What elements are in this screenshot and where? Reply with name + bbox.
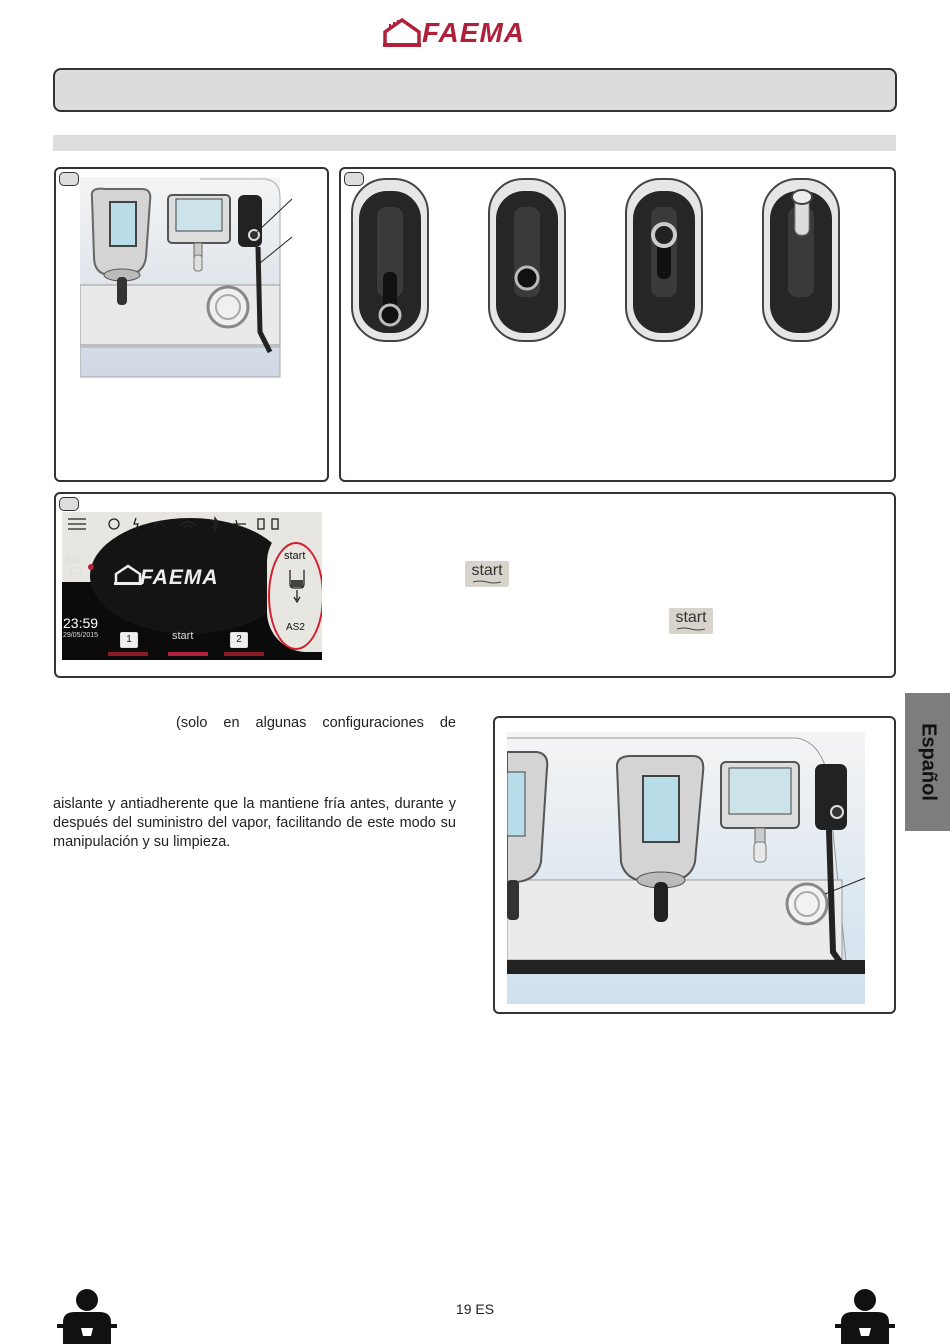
body-line-1: (solo en algunas configuraciones de (176, 715, 456, 731)
language-label: Español (917, 723, 939, 801)
lever-position-1 (352, 179, 428, 341)
start-button-2 (669, 608, 713, 634)
settings-sliders-icon (68, 519, 86, 529)
display-logo-house-icon (114, 564, 142, 586)
logo-wordmark: FAEMA (422, 17, 525, 48)
language-side-tab (905, 693, 950, 831)
figure-panel-2 (339, 167, 896, 482)
bluetooth-icon (212, 518, 218, 530)
pressure-indicator (88, 564, 94, 570)
steam-code: AS2 (286, 622, 305, 633)
figure-panel-1 (54, 167, 329, 482)
power-icon (134, 518, 138, 530)
figure-tag-1 (59, 172, 79, 186)
page-number: 19 ES (455, 1301, 495, 1317)
logo-house-icon (382, 16, 422, 50)
lever-position-2 (489, 179, 565, 341)
usb-icon (231, 520, 246, 528)
lever-position-4 (763, 179, 839, 341)
start-button-1 (465, 561, 509, 587)
lever-position-3 (626, 179, 702, 341)
pressure-value: 1.3 (68, 566, 82, 577)
group-2-button[interactable]: 2 (230, 632, 248, 648)
group-1-bar (108, 652, 148, 656)
barista-icon-left (55, 1288, 119, 1344)
body-paragraph: aislante y antiadherente que la mantiene fría antes, durante y después del suministro del vapor, facilitando de este modo su manipulación y su limpieza. (53, 796, 456, 850)
figure-panel-4 (493, 716, 896, 1014)
start-button-1-label: start (471, 562, 503, 579)
faema-logo (382, 16, 568, 50)
cleaning-icon (154, 522, 164, 528)
display-time: 23:59 (63, 615, 99, 631)
coffee-icon (109, 519, 119, 529)
display-brand: FAEMA (140, 566, 219, 589)
steam-lever-positions-illustration (349, 177, 849, 347)
subsection-bar (53, 135, 896, 151)
status-icons-row (66, 514, 306, 534)
memory-icon (258, 519, 264, 529)
milk-jug-icon (286, 568, 308, 606)
group-1-button[interactable]: 1 (120, 632, 138, 648)
figure-panel-3 (54, 492, 896, 678)
machine-steam-wand-illustration (80, 177, 310, 382)
center-bar (168, 652, 208, 656)
section-title-bar (53, 68, 897, 112)
figure-tag-3 (59, 497, 79, 511)
barista-icon-right (833, 1288, 897, 1344)
card-icon (272, 519, 278, 529)
display-date: 29/05/2015 (63, 632, 99, 639)
tilde-underline-icon (473, 580, 501, 584)
start-button-2-label: start (675, 609, 707, 626)
steam-start-label[interactable]: start (284, 550, 306, 562)
group-2-bar (224, 652, 264, 656)
wifi-icon (180, 522, 196, 528)
tilde-underline-icon (677, 627, 705, 631)
machine-overview-illustration (507, 732, 867, 1007)
machine-display-screen (62, 512, 322, 660)
bottom-start-label[interactable]: start (172, 630, 194, 642)
pressure-label: bar (66, 554, 82, 566)
